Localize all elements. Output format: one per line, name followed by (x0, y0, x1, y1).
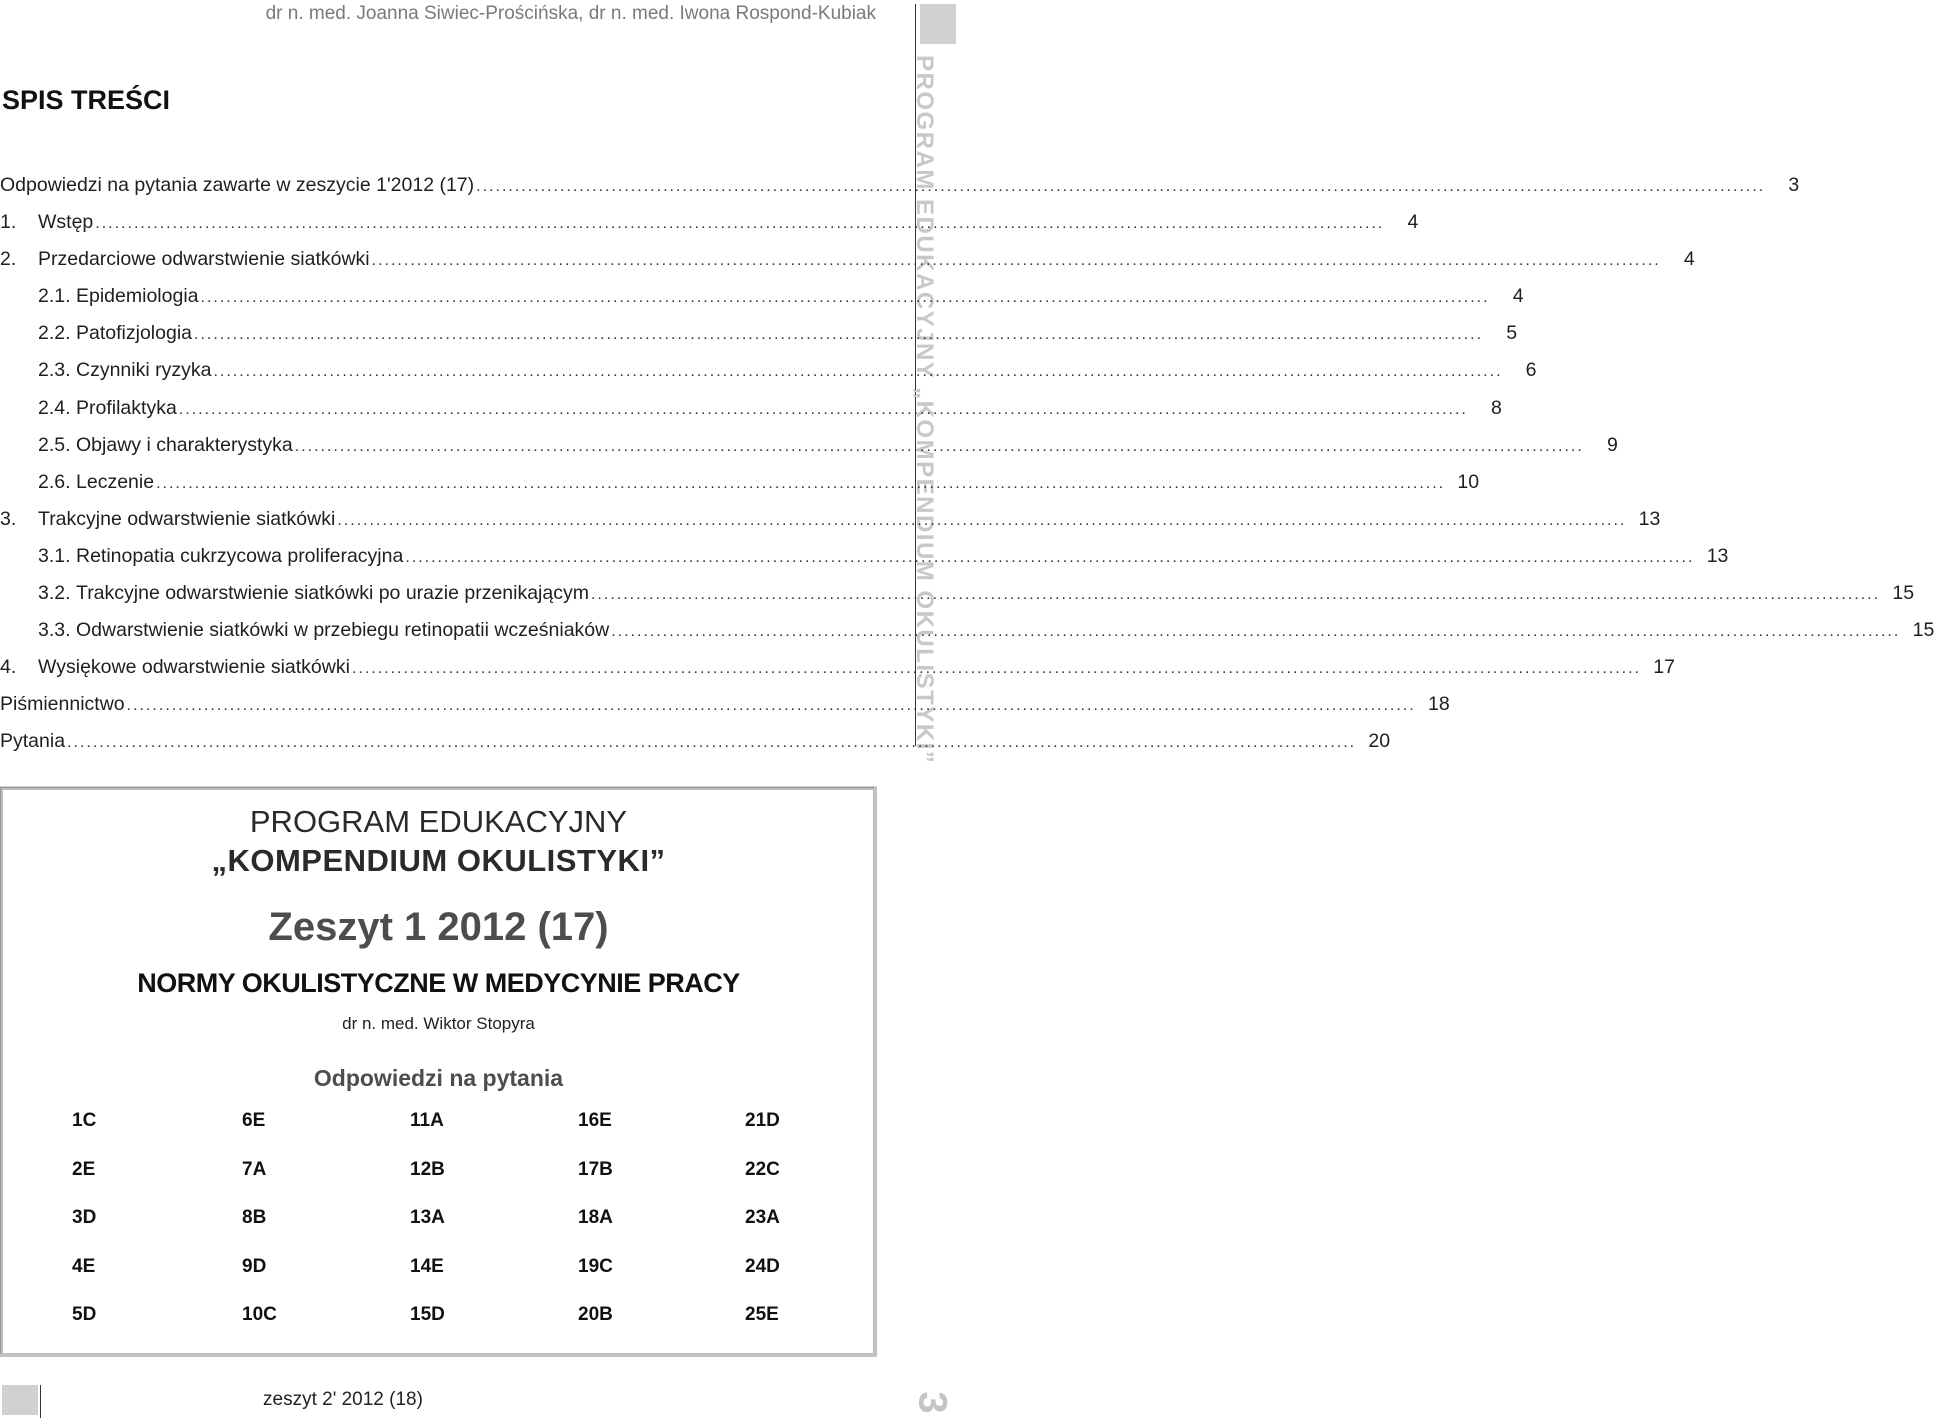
answer-cell: 12B (410, 1158, 445, 1180)
toc-dot-leader: ........................................................................................................................................................................................................ (337, 511, 1627, 529)
toc-entry-page: 6 (1525, 359, 1537, 382)
answer-cell: 16E (578, 1110, 612, 1131)
answers-row (0, 1304, 877, 1353)
toc-entry-label: Wysiękowe odwarstwienie siatkówki (38, 656, 350, 679)
toc-entry-number: 3.2. (38, 582, 71, 605)
answer-cell: 2E (72, 1158, 96, 1180)
program-title: PROGRAM EDUKACYJNY (249, 804, 628, 839)
toc-entry-page: 20 (1368, 730, 1391, 753)
answer-cell: 10C (242, 1304, 277, 1325)
toc-entry-label: Pytania (0, 730, 66, 753)
answer-cell: 19C (578, 1255, 613, 1277)
toc-entry-number: 2.5. (38, 433, 71, 456)
toc-entry (0, 285, 1524, 322)
footer-divider (40, 1385, 41, 1418)
answer-cell: 3D (72, 1207, 97, 1228)
toc-dot-leader: ........................................................................................................................................................................................................ (67, 734, 1357, 752)
answer-cell: 15D (410, 1304, 445, 1325)
toc-entry-number: 3.1. (38, 544, 71, 567)
program-name: „KOMPENDIUM OKULISTYKI” (211, 843, 666, 878)
toc-entry-page: 4 (1512, 285, 1524, 308)
toc-entry-label: Objawy i charakterystyka (76, 433, 293, 456)
toc-heading: SPIS TREŚCI (2, 85, 171, 115)
answer-cell: 8B (242, 1207, 267, 1228)
toc-entry-label: Leczenie (76, 470, 155, 493)
toc-entry (0, 248, 1695, 285)
answer-cell: 6E (242, 1110, 266, 1131)
answer-cell: 1C (72, 1110, 97, 1131)
side-program-title: PROGRAM EDUKACYJNY „KOMPENDIUM OKULISTYKI” (911, 55, 938, 765)
toc-entry (0, 507, 1661, 545)
toc-entry-number: 3. (0, 507, 17, 530)
toc-dot-leader: ........................................................................................................................................................................................................ (126, 697, 1416, 715)
toc-entry-label: Profilaktyka (76, 396, 177, 419)
topic-author: dr n. med. Wiktor Stopyra (342, 1014, 535, 1033)
answer-cell: 23A (745, 1207, 780, 1228)
toc-dot-leader: ........................................................................................................................................................................................................ (213, 363, 1503, 381)
toc-dot-leader: ........................................................................................................................................................................................................ (194, 326, 1484, 344)
header-authors: dr n. med. Joanna Siwiec-Prościńska, dr n. med. Iwona Rospond-Kubiak (265, 3, 876, 24)
toc-entry-number: 2.1. (38, 285, 71, 308)
toc-entry-page: 13 (1638, 507, 1661, 530)
toc-entry-number: 2.4. (38, 396, 71, 419)
toc-entry-number: 2.6. (38, 470, 71, 493)
answers-row (0, 1110, 877, 1159)
answer-cell: 11A (410, 1110, 444, 1131)
toc-entry-label: Retinopatia cukrzycowa proliferacyjna (76, 544, 404, 567)
toc-dot-leader: ........................................................................................................................................................................................................ (590, 586, 1881, 604)
toc-entry-number: 2.3. (38, 359, 71, 382)
answer-cell: 7A (242, 1158, 267, 1180)
toc-entry-label: Przedarciowe odwarstwienie siatkówki (38, 248, 370, 271)
toc-entry-page: 17 (1653, 656, 1675, 679)
toc-entry (0, 656, 1675, 693)
footer-issue-label: zeszyt 2' 2012 (18) (263, 1389, 423, 1410)
answers-row (0, 1159, 877, 1208)
answers-row (0, 1207, 877, 1256)
toc-dot-leader: ........................................................................................................................................................................................................ (476, 178, 1766, 195)
answer-cell: 14E (410, 1255, 444, 1277)
toc-entry-page: 4 (1407, 211, 1419, 234)
toc-entry (0, 322, 1518, 359)
toc-entry-page: 10 (1457, 470, 1480, 493)
toc-entry-page: 15 (1892, 582, 1915, 605)
issue-topic: NORMY OKULISTYCZNE W MEDYCYNIE PRACY (137, 968, 740, 998)
toc-dot-leader: ........................................................................................................................................................................................................ (371, 252, 1661, 270)
toc-dot-leader: ........................................................................................................................................................................................................ (351, 660, 1641, 678)
toc-entry-page: 13 (1706, 544, 1729, 567)
answer-cell: 25E (745, 1304, 779, 1325)
answer-cell: 21D (745, 1110, 780, 1131)
answer-cell: 20B (578, 1304, 613, 1325)
toc-entry-number: 2.2. (38, 322, 71, 345)
toc-dot-leader: ........................................................................................................................................................................................................ (200, 289, 1490, 307)
toc-entry-page: 15 (1912, 619, 1934, 642)
toc-entry (0, 582, 1915, 619)
toc-entry (0, 359, 1537, 396)
toc-entry-label: Trakcyjne odwarstwienie siatkówki (38, 507, 336, 530)
answers-grid (0, 1110, 877, 1353)
toc-entry-page: 3 (1788, 174, 1800, 196)
toc-dot-leader: ........................................................................................................................................................................................................ (178, 400, 1468, 418)
toc-entry-number: 3.3. (38, 619, 71, 642)
answer-cell: 13A (410, 1207, 445, 1228)
issue-title: Zeszyt 1 2012 (17) (268, 905, 609, 949)
toc-entry-number: 1. (0, 211, 17, 234)
toc-entry (0, 619, 1934, 656)
page-number: 3 (910, 1391, 955, 1414)
answers-row (0, 1256, 877, 1305)
toc-entry-page: 8 (1491, 396, 1502, 419)
toc-entry-label: Odpowiedzi na pytania zawarte w zeszycie 1'2012 (17) (0, 174, 475, 196)
answer-cell: 4E (72, 1255, 96, 1277)
toc-dot-leader: ........................................................................................................................................................................................................ (95, 215, 1385, 233)
toc-entry-label: Piśmiennictwo (0, 693, 125, 716)
toc-entry (0, 211, 1419, 248)
side-marker-block (920, 4, 956, 44)
toc-dot-leader: ........................................................................................................................................................................................................ (294, 437, 1584, 455)
toc-entry-label: Epidemiologia (76, 285, 199, 308)
toc-entry (0, 433, 1618, 471)
toc-entry-label: Trakcyjne odwarstwienie siatkówki po urazie przenikającym (76, 582, 589, 605)
toc-dot-leader: ........................................................................................................................................................................................................ (156, 474, 1446, 492)
toc-entry-number: 2. (0, 248, 17, 271)
toc-entry (0, 396, 1502, 434)
toc-entry-label: Odwarstwienie siatkówki w przebiegu retinopatii wcześniaków (76, 619, 610, 642)
toc-entry-label: Wstęp (38, 211, 94, 234)
toc-entry-page: 4 (1683, 248, 1695, 271)
toc-entry (0, 470, 1480, 508)
toc-entry-page: 9 (1606, 433, 1618, 456)
answer-cell: 24D (745, 1255, 780, 1277)
answer-cell: 5D (72, 1304, 97, 1325)
answer-cell: 17B (578, 1158, 613, 1180)
answer-cell: 9D (242, 1255, 267, 1277)
toc-entry-label: Czynniki ryzyka (76, 359, 212, 382)
toc-entry (0, 174, 1800, 211)
toc-entry-number: 4. (0, 656, 17, 679)
footer-marker-block (2, 1385, 38, 1415)
toc-entry (0, 693, 1450, 730)
answer-cell: 22C (745, 1158, 780, 1180)
toc-entry-page: 18 (1428, 693, 1450, 716)
answer-cell: 18A (578, 1207, 613, 1228)
toc-entry (0, 544, 1729, 582)
toc-entry-label: Patofizjologia (76, 322, 192, 345)
answers-title: Odpowiedzi na pytania (313, 1065, 564, 1091)
toc-dot-leader: ........................................................................................................................................................................................................ (611, 623, 1901, 641)
toc-dot-leader: ........................................................................................................................................................................................................ (405, 548, 1695, 566)
toc-entry-page: 5 (1506, 322, 1518, 345)
toc-entry (0, 730, 1391, 767)
